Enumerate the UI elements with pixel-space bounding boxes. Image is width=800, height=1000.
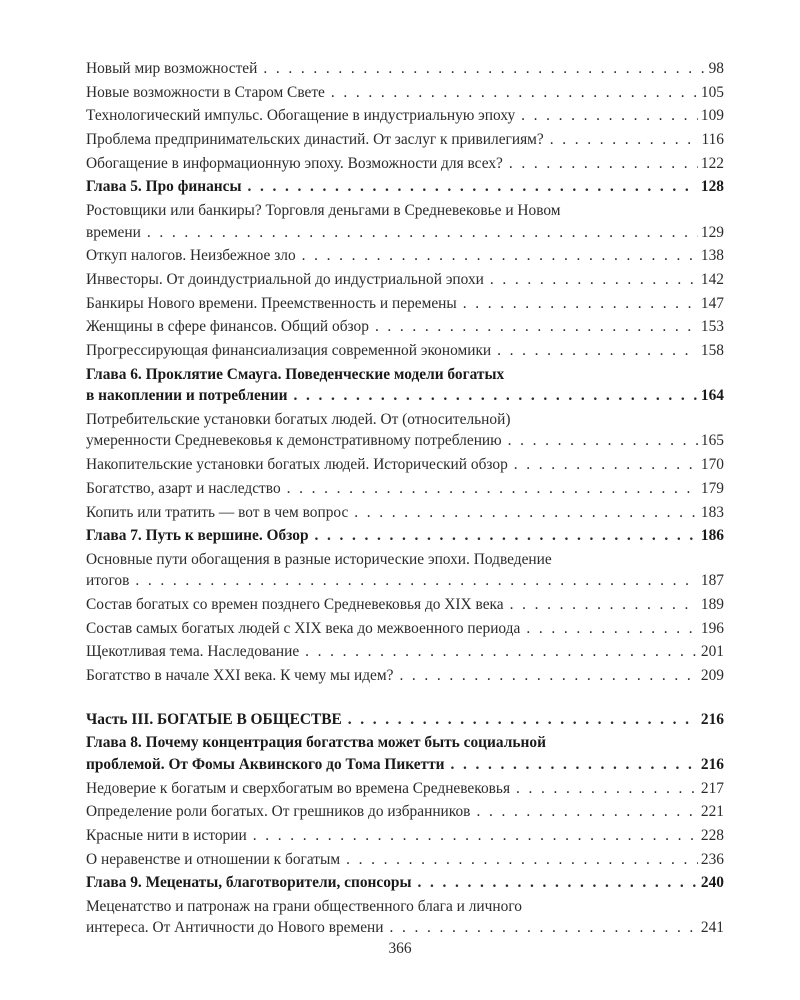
dot-leader [418, 872, 698, 894]
dot-leader [248, 176, 698, 198]
toc-entry [86, 409, 724, 452]
dot-leader [451, 754, 698, 776]
toc-entry-row [86, 525, 724, 547]
toc-entry [86, 502, 724, 524]
dot-leader [287, 478, 698, 500]
dot-leader [497, 340, 698, 362]
toc-entry [86, 665, 724, 687]
toc-entry-row [86, 129, 724, 151]
toc-entry-page-number: 221 [700, 803, 724, 821]
toc-entry-page-number: 186 [700, 527, 724, 545]
toc-entry-first-line: Глава 8. Почему концентрация богатства может быть социальной [86, 734, 546, 752]
toc-entry [86, 340, 724, 362]
dot-leader [526, 618, 698, 640]
toc-entry-row [86, 502, 724, 524]
toc-entry-row [86, 849, 724, 871]
toc-entry [86, 82, 724, 104]
toc-heading [86, 176, 724, 198]
toc-entry-page-number: 196 [700, 619, 724, 637]
toc-entry-row [86, 385, 724, 407]
toc-entry-title: Глава 5. Про финансы [86, 178, 242, 196]
toc-entry-title: Недоверие к богатым и сверхбогатым во времена Средневековья [86, 779, 511, 797]
toc-entry [86, 618, 724, 640]
toc-entry-row [86, 245, 724, 267]
dot-leader [354, 502, 698, 524]
toc-entry [86, 58, 724, 80]
toc-entry [86, 153, 724, 175]
dot-leader [390, 917, 698, 939]
toc-entry-page-number: 187 [700, 572, 724, 590]
toc-entry-row [86, 917, 724, 939]
dot-leader [514, 454, 698, 476]
toc-entry-title: Глава 9. Меценаты, благотворители, спонсоры [86, 874, 412, 892]
toc-entry-page-number: 209 [700, 667, 724, 685]
toc-entry-row [86, 594, 724, 616]
toc-entry [86, 478, 724, 500]
toc-entry-title: Банкиры Нового времени. Преемственность и перемены [86, 294, 457, 312]
toc-entry [86, 269, 724, 291]
toc-entry-row [86, 454, 724, 476]
toc-entry-title: Определение роли богатых. От грешников до избранников [86, 803, 471, 821]
dot-leader [293, 385, 697, 407]
toc-entry-first-line: Глава 6. Проклятие Смауга. Поведенческие модели богатых [86, 365, 505, 383]
dot-leader [348, 709, 698, 731]
toc-entry-row [86, 665, 724, 687]
toc-entry [86, 896, 724, 939]
toc-entry-page-number: 153 [700, 318, 724, 336]
toc-entry-page-number: 142 [700, 271, 724, 288]
toc-entry-page-number: 216 [700, 710, 724, 728]
toc-entry [86, 200, 724, 243]
dot-leader [305, 641, 698, 663]
dot-leader [476, 801, 697, 823]
toc-entry-title: Обогащение в информационную эпоху. Возможности для всех? [86, 154, 503, 172]
toc-entry-page-number: 116 [701, 131, 724, 149]
toc-heading [86, 364, 724, 407]
toc-heading [86, 525, 724, 547]
toc-entry-title: Инвесторы. От доиндустриальной до индустриальной эпохи [86, 271, 484, 288]
toc-entry-title: Технологический импульс. Обогащение в индустриальную эпоху [86, 107, 516, 125]
toc-entry-title: Проблема предпринимательских династий. От заслуг к привилегиям? [86, 131, 544, 149]
toc-entry-title: Копить или тратить — вот в чем вопрос [86, 503, 349, 521]
dot-leader [399, 665, 697, 687]
toc-entry-page-number: 179 [700, 479, 724, 497]
toc-entry-page-number: 165 [700, 432, 724, 450]
toc-entry [86, 825, 724, 847]
toc-entry-row [86, 176, 724, 198]
toc-heading [86, 709, 724, 731]
toc-entry-page-number: 109 [700, 107, 724, 125]
toc-heading [86, 872, 724, 894]
toc-entry-title: проблемой. От Фомы Аквинского до Тома Пикетти [86, 755, 445, 773]
toc-entry [86, 316, 724, 338]
toc-entry-page-number: 147 [700, 294, 724, 312]
toc-entry-row [86, 222, 724, 244]
toc-entry-title: интереса. От Античности до Нового времени [86, 919, 384, 937]
toc-entry-page-number: 170 [700, 456, 724, 474]
toc-heading [86, 732, 724, 775]
toc-entry-first-line: Потребительские установки богатых людей. От (относительной) [86, 410, 511, 428]
toc-entry [86, 454, 724, 476]
toc-entry-page-number: 240 [700, 874, 724, 892]
toc-entry-row [86, 316, 724, 338]
toc-entry-page-number: 164 [700, 387, 724, 405]
toc-entry-title: итогов [86, 572, 130, 590]
toc-entry [86, 641, 724, 663]
toc-entry-page-number: 201 [700, 643, 724, 661]
toc-entry-page-number: 158 [700, 342, 724, 360]
toc-entry-page-number: 241 [700, 919, 724, 937]
toc-entry-row [86, 430, 724, 452]
toc-entry-title: умеренности Средневековья к демонстративному потреблению [86, 432, 502, 450]
table-of-contents [86, 58, 724, 941]
toc-entry-row [86, 105, 724, 127]
toc-entry-row [86, 58, 724, 80]
toc-entry-row [86, 641, 724, 663]
toc-entry-row [86, 872, 724, 894]
toc-entry-title: Красные нити в истории [86, 826, 247, 844]
toc-entry-title: Глава 7. Путь к вершине. Обзор [86, 527, 309, 545]
dot-leader [147, 222, 698, 244]
toc-entry-row [86, 801, 724, 823]
dot-leader [490, 269, 698, 291]
dot-leader [516, 778, 698, 800]
toc-entry-title: Откуп налогов. Неизбежное зло [86, 247, 296, 265]
toc-entry-title: Накопительские установки богатых людей. Исторический обзор [86, 456, 508, 474]
dot-leader [135, 570, 698, 592]
dot-leader [463, 293, 698, 315]
dot-leader [375, 316, 698, 338]
toc-entry-row [86, 618, 724, 640]
toc-entry [86, 245, 724, 267]
toc-entry-title: Щекотливая тема. Наследование [86, 643, 300, 661]
toc-entry-title: Новый мир возможностей [86, 60, 258, 77]
toc-entry-first-line: Ростовщики или банкиры? Торговля деньгами в Средневековье и Новом [86, 202, 561, 220]
toc-entry-page-number: 128 [700, 178, 724, 196]
toc-entry-row [86, 269, 724, 291]
toc-entry-row [86, 709, 724, 731]
toc-entry-page-number: 217 [700, 779, 724, 797]
toc-entry-page-number: 228 [700, 826, 724, 844]
dot-leader [346, 849, 698, 871]
toc-entry-row [86, 570, 724, 592]
toc-entry-first-line: Меценатство и патронаж на грани общественного блага и личного [86, 897, 522, 915]
dot-leader [521, 105, 698, 127]
toc-entry-page-number: 216 [700, 755, 724, 773]
toc-entry-title: времени [86, 223, 141, 241]
dot-leader [509, 153, 698, 175]
page-number: 366 [388, 940, 412, 957]
toc-entry-row [86, 825, 724, 847]
toc-entry-page-number: 189 [700, 596, 724, 614]
toc-entry-row [86, 340, 724, 362]
toc-entry-page-number: 105 [700, 83, 724, 101]
toc-entry-title: Часть III. БОГАТЫЕ В ОБЩЕСТВЕ [86, 710, 342, 728]
toc-entry [86, 293, 724, 315]
toc-entry [86, 129, 724, 151]
toc-entry [86, 594, 724, 616]
toc-entry-page-number: 236 [700, 850, 724, 868]
toc-entry-page-number: 129 [700, 223, 724, 241]
toc-entry-title: Новые возможности в Старом Свете [86, 83, 325, 101]
toc-entry-row [86, 778, 724, 800]
toc-entry-row [86, 82, 724, 104]
toc-entry-row [86, 478, 724, 500]
toc-entry [86, 778, 724, 800]
toc-entry [86, 549, 724, 592]
toc-entry-row [86, 153, 724, 175]
dot-leader [510, 594, 698, 616]
dot-leader [253, 825, 698, 847]
dot-leader [508, 430, 698, 452]
dot-leader [302, 245, 698, 267]
toc-entry-title: в накоплении и потреблении [86, 387, 288, 405]
dot-leader [550, 129, 699, 151]
toc-entry-row [86, 754, 724, 776]
toc-entry [86, 849, 724, 871]
toc-entry-title: О неравенстве и отношении к богатым [86, 850, 341, 868]
toc-entry-title: Женщины в сфере финансов. Общий обзор [86, 318, 369, 336]
dot-leader [331, 82, 698, 104]
toc-entry-title: Прогрессирующая финансиализация современной экономики [86, 342, 492, 360]
toc-entry [86, 105, 724, 127]
toc-entry-title: Богатство в начале XXI века. К чему мы идем? [86, 667, 394, 685]
dot-leader [315, 525, 698, 547]
toc-entry-row [86, 293, 724, 315]
toc-entry-first-line: Основные пути обогащения в разные исторические эпохи. Подведение [86, 550, 552, 568]
toc-entry [86, 801, 724, 823]
dot-leader [263, 58, 705, 80]
toc-entry-title: Состав богатых со времен позднего Средневековья до XIX века [86, 596, 504, 614]
toc-entry-title: Богатство, азарт и наследство [86, 479, 281, 497]
toc-entry-page-number: 183 [700, 503, 724, 521]
toc-entry-page-number: 98 [708, 60, 724, 77]
toc-entry-page-number: 138 [700, 247, 724, 265]
toc-entry-title: Состав самых богатых людей с XIX века до межвоенного периода [86, 619, 521, 637]
toc-entry-page-number: 122 [700, 154, 724, 172]
